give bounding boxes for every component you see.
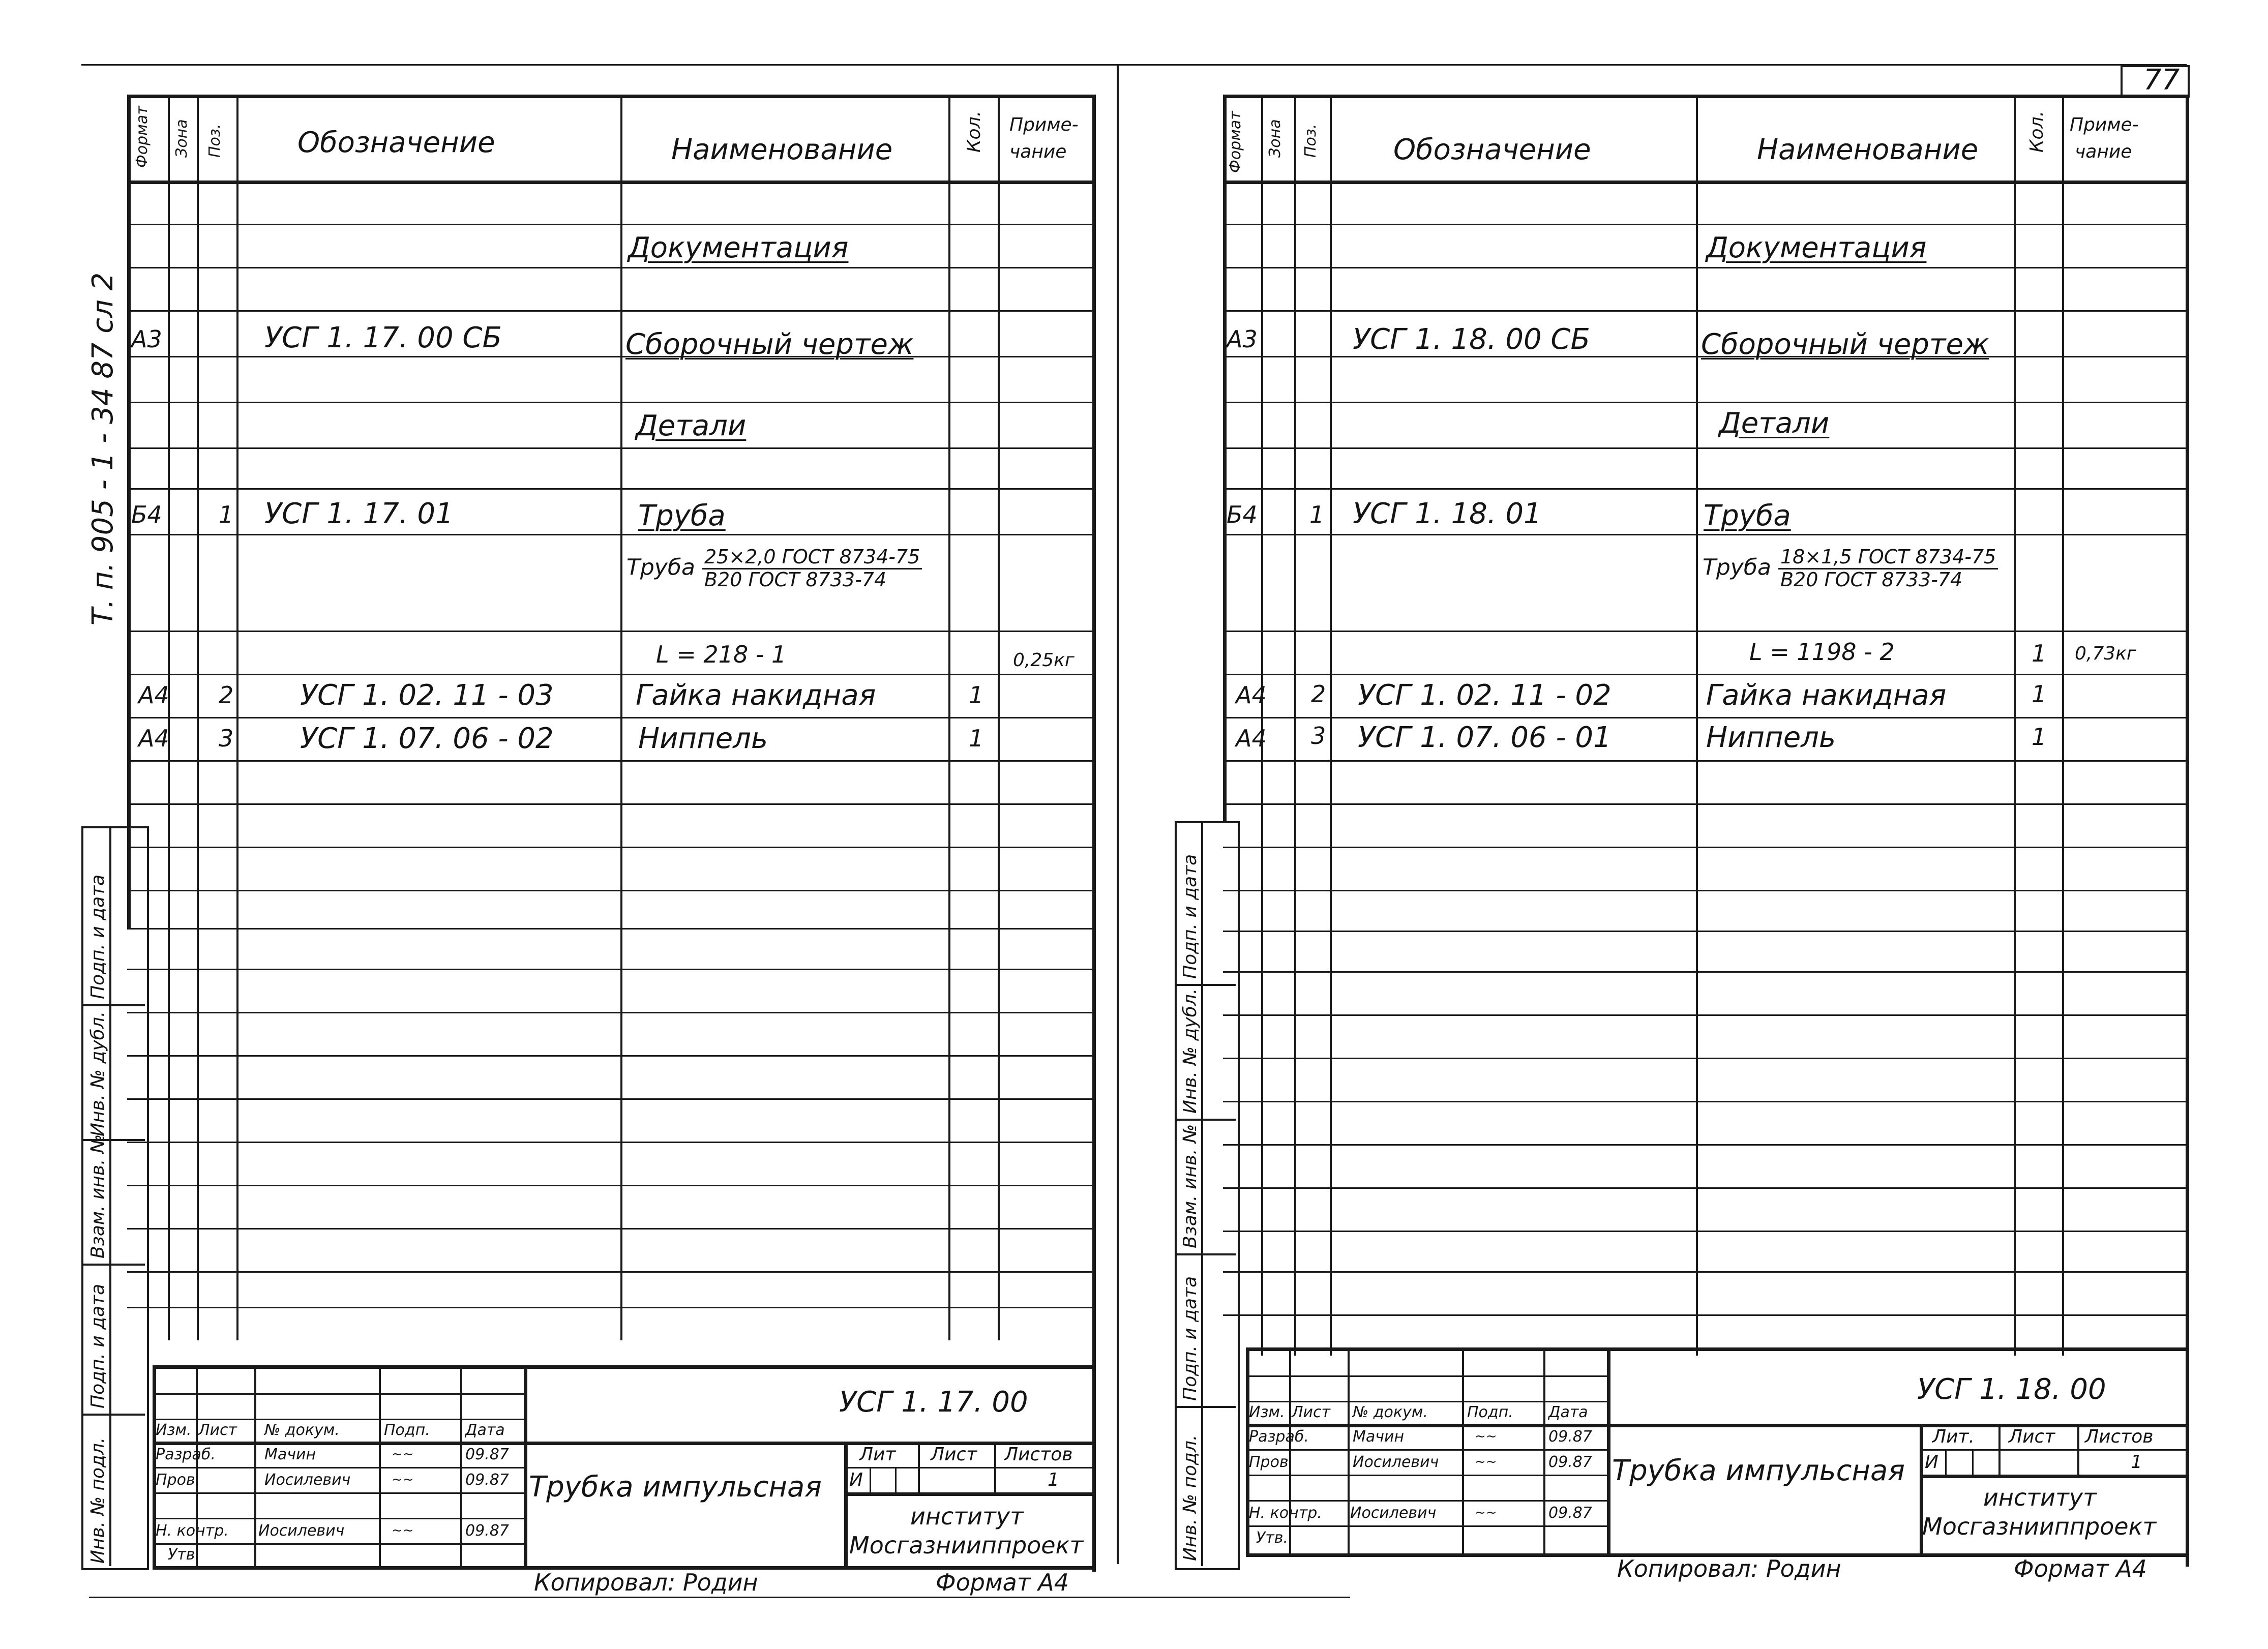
- tb-title: Трубка импульсная: [529, 1471, 822, 1504]
- left-header-format: Формат: [133, 106, 151, 168]
- tb-prov-name: Иосилевич: [1353, 1453, 1439, 1471]
- left-r1-mat-den: В20 ГОСТ 8733-74: [704, 568, 887, 591]
- tb-razrab-date: 09.87: [1548, 1428, 1592, 1446]
- tb-nkontr-date: 09.87: [465, 1522, 509, 1540]
- left-row-line: [127, 1185, 1093, 1186]
- right-stamp-line: [1175, 1119, 1236, 1121]
- tb-nkontr-signature: ~~: [1475, 1505, 1497, 1520]
- tb-grid: [153, 1442, 524, 1445]
- tb-listov-val: 1: [1048, 1470, 1059, 1490]
- tb-grid: [153, 1492, 524, 1494]
- left-r2-format: А4: [138, 681, 169, 709]
- right-stamp-4: Инв. № дубл.: [1180, 988, 1201, 1114]
- right-row-line: [1223, 1271, 2187, 1273]
- right-col-3: [1330, 95, 1332, 1356]
- right-r1-name: Труба: [1704, 499, 1791, 532]
- right-row-line: [1223, 971, 2187, 973]
- left-stamp-line: [81, 1264, 145, 1266]
- tb-h-izm: Изм.: [156, 1421, 192, 1439]
- right-header-designation: Обозначение: [1393, 133, 1591, 166]
- left-r1-format: Б4: [131, 501, 162, 528]
- left-stamp-1: Инв. № подл.: [87, 1437, 108, 1564]
- left-r1-material: [626, 547, 922, 591]
- right-row-line: [1223, 1058, 2187, 1059]
- left-r2-designation: УСГ 1. 02. 11 - 03: [300, 679, 554, 712]
- left-row-line: [127, 674, 1093, 675]
- top-edge-line: [81, 64, 2187, 66]
- left-row-line: [127, 447, 1093, 449]
- right-stamp-divider: [1201, 821, 1203, 1566]
- tb-grid: [153, 1393, 524, 1395]
- right-frame-left: [1223, 95, 1227, 822]
- tb-h-list: Лист: [1292, 1403, 1331, 1421]
- left-row-line: [127, 1228, 1093, 1230]
- tb-utv: Утв.: [1256, 1529, 1288, 1547]
- left-r1-designation: УСГ 1. 17. 01: [264, 497, 454, 530]
- tb-razrab-date: 09.87: [465, 1446, 509, 1463]
- right-col-4: [1696, 95, 1698, 1356]
- tb-doc-code: УСГ 1. 18. 00: [1917, 1373, 2106, 1406]
- right-r2-qty: 1: [2032, 680, 2047, 708]
- right-r3-designation: УСГ 1. 07. 06 - 01: [1358, 721, 1612, 754]
- bottom-edge-line: [89, 1597, 1350, 1598]
- tb-h-izm: Изм.: [1249, 1403, 1285, 1421]
- tb-list-h: Лист: [2009, 1426, 2055, 1447]
- left-r3-format: А4: [138, 725, 169, 752]
- tb-razrab: Разраб.: [1249, 1428, 1309, 1446]
- left-side-code: Т. п. 905 - 1 - 34 87 сл 2: [86, 272, 120, 625]
- left-header-note2: чание: [1009, 141, 1067, 162]
- right-r1-pos: 1: [1309, 501, 1325, 528]
- left-stamp-4: Инв. № дубл.: [87, 1011, 108, 1136]
- tb-list-h: Лист: [931, 1444, 977, 1465]
- left-row-line: [127, 1307, 1093, 1308]
- right-stamp-5: Подп. и дата: [1180, 854, 1201, 979]
- tb-split: [524, 1365, 527, 1566]
- right-r1-note: 0,73кг: [2075, 643, 2136, 664]
- left-row-line: [127, 760, 1093, 762]
- tb-grid: [1998, 1424, 2001, 1475]
- right-r2-pos: 2: [1311, 680, 1326, 708]
- left-row-line: [127, 402, 1093, 403]
- right-header-note2: чание: [2075, 141, 2132, 162]
- right-r2-designation: УСГ 1. 02. 11 - 02: [1358, 679, 1612, 712]
- left-row-line: [127, 717, 1093, 718]
- tb-grid: [1920, 1449, 2187, 1451]
- tb-h-ndoc: № докум.: [264, 1421, 340, 1439]
- tb-razrab-name: Мачин: [264, 1446, 316, 1463]
- right-row-line: [1223, 931, 2187, 932]
- left-stamp-divider: [109, 826, 111, 1566]
- right-header-bottom: [1223, 181, 2187, 184]
- right-col-6: [2062, 95, 2064, 1356]
- tb-top: [153, 1365, 1093, 1369]
- left-stamp-2: Подп. и дата: [87, 1283, 108, 1408]
- left-stamp-3: Взам. инв. №: [87, 1134, 108, 1258]
- right-row-line: [1223, 847, 2187, 848]
- left-row-line: [127, 488, 1093, 490]
- right-row-line: [1223, 402, 2187, 403]
- right-footer-format: Формат А4: [2014, 1555, 2147, 1582]
- tb-prov: Пров.: [156, 1471, 200, 1489]
- tb-split: [1607, 1347, 1610, 1553]
- tb-prov-date: 09.87: [465, 1471, 509, 1489]
- left-r1-mat-prefix: Труба: [626, 554, 695, 581]
- right-stamp-3: Взам. инв. №: [1180, 1124, 1201, 1248]
- tb-grid: [994, 1442, 996, 1492]
- left-row-line: [127, 310, 1093, 312]
- right-row-line: [1223, 631, 2187, 632]
- right-row-line: [1223, 674, 2187, 675]
- left-row-line: [127, 1142, 1093, 1143]
- tb-grid: [1246, 1401, 1607, 1402]
- tb-org-line1: институт: [910, 1503, 1024, 1530]
- right-row-line: [1223, 224, 2187, 225]
- tb-prov-signature: ~~: [392, 1472, 414, 1487]
- tb-nkontr-date: 09.87: [1548, 1504, 1592, 1522]
- tb-grid: [254, 1365, 256, 1566]
- left-r2-pos: 2: [219, 681, 234, 709]
- left-r3-designation: УСГ 1. 07. 06 - 02: [300, 722, 554, 755]
- right-row-line: [1223, 1231, 2187, 1232]
- right-stamp-line: [1175, 1406, 1236, 1408]
- tb-h-data: Дата: [1548, 1403, 1588, 1421]
- tb-org-line1: институт: [1983, 1484, 2097, 1511]
- left-row-line: [127, 847, 1093, 848]
- right-row-line: [1223, 1187, 2187, 1189]
- tb-nkontr: Н. контр.: [1249, 1504, 1322, 1522]
- right-header-qty: Кол.: [2026, 110, 2047, 153]
- right-header-pos: Поз.: [1302, 124, 1320, 158]
- left-r2-name: Гайка накидная: [636, 679, 876, 712]
- tb-grid: [153, 1467, 524, 1468]
- tb-prov-name: Иосилевич: [264, 1471, 351, 1489]
- tb-doc-code: УСГ 1. 17. 00: [839, 1386, 1028, 1419]
- right-row-line: [1223, 267, 2187, 268]
- left-row-line: [127, 890, 1093, 891]
- tb-h-list: Лист: [198, 1421, 237, 1439]
- tb-grid: [1246, 1500, 1607, 1502]
- right-row-line: [1223, 1101, 2187, 1102]
- right-r1-designation: УСГ 1. 18. 01: [1353, 497, 1542, 530]
- left-r1-mat-num: 25×2,0 ГОСТ 8734-75: [702, 547, 922, 569]
- right-r1-mat-num: 18×1,5 ГОСТ 8734-75: [1778, 547, 1998, 569]
- right-r2-name: Гайка накидная: [1706, 679, 1947, 712]
- tb-prov-signature: ~~: [1475, 1454, 1497, 1470]
- tb-razrab-name: Мачин: [1353, 1428, 1405, 1446]
- right-frame-right: [2186, 95, 2189, 1567]
- right-r3-format: А4: [1236, 725, 1267, 752]
- tb-grid: [1972, 1449, 1974, 1475]
- right-section-documentation: Документация: [1706, 231, 1927, 264]
- right-row-line: [1223, 488, 2187, 490]
- right-stamp-1: Инв. № подл.: [1180, 1434, 1201, 1561]
- right-stamp-line: [1175, 984, 1236, 986]
- tb-title-split: [844, 1442, 848, 1566]
- page-split-line: [1117, 64, 1119, 1564]
- right-r2-format: А4: [1236, 681, 1267, 709]
- tb-razrab: Разраб.: [156, 1446, 216, 1463]
- right-header-name: Наименование: [1757, 133, 1979, 166]
- left-footer-format: Формат А4: [936, 1569, 1069, 1596]
- right-r1-material: [1703, 547, 1998, 591]
- left-header-zone: Зона: [173, 119, 191, 158]
- tb-nkontr-name: Иосилевич: [258, 1522, 345, 1540]
- page-number: 77: [2143, 64, 2180, 97]
- left-header-pos: Поз.: [206, 124, 224, 158]
- left-header-designation: Обозначение: [297, 126, 495, 159]
- left-asm-name: Сборочный чертеж: [625, 328, 914, 361]
- tb-grid: [1246, 1375, 1607, 1377]
- left-footer-copied: Копировал: Родин: [534, 1569, 758, 1596]
- left-row-line: [127, 1012, 1093, 1013]
- right-row-line: [1223, 1144, 2187, 1146]
- tb-title: Трубка импульсная: [1612, 1454, 1905, 1487]
- right-r3-pos: 3: [1311, 722, 1326, 749]
- right-row-line: [1223, 310, 2187, 312]
- right-footer-copied: Копировал: Родин: [1617, 1555, 1841, 1582]
- left-header-qty: Кол.: [964, 110, 984, 153]
- right-r3-qty: 1: [2032, 723, 2047, 751]
- tb-grid: [153, 1543, 524, 1545]
- tb-grid: [1246, 1525, 1607, 1527]
- left-row-line: [127, 631, 1093, 632]
- right-section-details: Детали: [1719, 407, 1830, 440]
- tb-listov-h: Листов: [2085, 1426, 2154, 1447]
- left-frame-right: [1092, 95, 1096, 1572]
- tb-grid: [1945, 1449, 1947, 1475]
- tb-grid: [844, 1467, 1093, 1468]
- right-header-zone: Зона: [1266, 119, 1284, 158]
- tb-grid: [2077, 1424, 2079, 1475]
- tb-top: [1246, 1347, 2187, 1351]
- left-r2-qty: 1: [969, 681, 984, 709]
- tb-grid: [1246, 1424, 1607, 1427]
- right-row-line: [1223, 803, 2187, 805]
- right-r1-mat-den: В20 ГОСТ 8733-74: [1780, 568, 1963, 591]
- right-asm-format: А3: [1227, 325, 1258, 353]
- tb-grid: [918, 1442, 920, 1492]
- left-asm-format: А3: [131, 325, 162, 353]
- tb-grid: [870, 1467, 871, 1492]
- right-header-note1: Приме-: [2070, 114, 2139, 135]
- tb-h-ndoc: № докум.: [1353, 1403, 1428, 1421]
- tb-lit-h: Лит.: [1932, 1426, 1975, 1447]
- tb-nkontr-name: Иосилевич: [1350, 1504, 1437, 1522]
- tb-grid: [460, 1365, 462, 1566]
- tb-grid: [895, 1467, 897, 1492]
- left-row-line: [127, 1271, 1093, 1273]
- right-r1-format: Б4: [1227, 501, 1258, 528]
- left-stamp-line: [81, 1004, 145, 1006]
- tb-org-line2: Мосгазнииппроект: [849, 1532, 1084, 1559]
- tb-nkontr-signature: ~~: [392, 1523, 414, 1538]
- tb-lit-val: И: [1925, 1452, 1938, 1473]
- right-row-line: [1223, 1014, 2187, 1016]
- left-r1-note: 0,25кг: [1013, 650, 1075, 671]
- tb-prov: Пров.: [1249, 1453, 1294, 1471]
- left-row-line: [127, 803, 1093, 805]
- right-col-2: [1294, 95, 1296, 1356]
- tb-h-podp: Подп.: [384, 1421, 430, 1439]
- left-row-line: [127, 356, 1093, 357]
- left-row-line: [127, 224, 1093, 225]
- left-r3-qty: 1: [969, 725, 984, 752]
- right-row-line: [1223, 1314, 2187, 1316]
- tb-org-line2: Мосгазнииппроект: [1922, 1513, 2157, 1540]
- right-frame-top: [1223, 95, 2187, 98]
- tb-h-data: Дата: [465, 1421, 505, 1439]
- tb-h-podp: Подп.: [1467, 1403, 1513, 1421]
- right-row-line: [1223, 447, 2187, 449]
- tb-grid: [153, 1419, 524, 1420]
- left-r1-name: Труба: [638, 499, 726, 532]
- right-asm-designation: УСГ 1. 18. 00 СБ: [1353, 323, 1590, 356]
- tb-razrab-signature: ~~: [392, 1447, 414, 1462]
- left-asm-designation: УСГ 1. 17. 00 СБ: [264, 321, 502, 354]
- tb-grid: [1920, 1475, 2187, 1478]
- right-stamp-line: [1175, 1253, 1236, 1255]
- left-section-documentation: Документация: [628, 231, 849, 264]
- left-row-line: [127, 1098, 1093, 1100]
- left-section-details: Детали: [636, 409, 747, 442]
- tb-grid: [1246, 1449, 1607, 1451]
- left-r1-pos: 1: [219, 501, 234, 528]
- left-stamp-line: [81, 1414, 145, 1416]
- left-header-note1: Приме-: [1009, 114, 1079, 135]
- right-r3-name: Ниппель: [1706, 721, 1836, 754]
- right-r1-mat-prefix: Труба: [1703, 554, 1771, 581]
- right-row-line: [1223, 534, 2187, 535]
- tb-grid: [1246, 1475, 1607, 1476]
- tb-utv: Утв.: [168, 1546, 200, 1564]
- right-row-line: [1223, 717, 2187, 718]
- right-row-line: [1223, 890, 2187, 891]
- left-stamp-5: Подп. и дата: [87, 874, 108, 999]
- tb-grid: [379, 1365, 381, 1566]
- right-col-5: [2014, 95, 2016, 1356]
- right-asm-name: Сборочный чертеж: [1701, 328, 1989, 361]
- right-r1-length: L = 1198 - 2: [1749, 638, 1895, 666]
- left-row-line: [127, 534, 1093, 535]
- tb-grid: [844, 1492, 1093, 1496]
- left-row-line: [127, 928, 1093, 930]
- right-row-line: [1223, 760, 2187, 762]
- tb-lit-val: И: [849, 1470, 863, 1490]
- left-row-line: [127, 1055, 1093, 1057]
- right-header-format: Формат: [1227, 111, 1244, 173]
- tb-lit-h: Лит: [859, 1444, 896, 1465]
- right-stamp-2: Подп. и дата: [1180, 1276, 1201, 1401]
- right-r1-qty: 1: [2032, 640, 2047, 667]
- left-row-line: [127, 267, 1093, 268]
- left-row-line: [127, 969, 1093, 970]
- left-r1-length: L = 218 - 1: [656, 641, 787, 668]
- tb-listov-h: Листов: [1004, 1444, 1073, 1465]
- tb-nkontr: Н. контр.: [156, 1522, 229, 1540]
- left-r3-name: Ниппель: [638, 722, 768, 755]
- tb-grid: [153, 1518, 524, 1519]
- tb-listov-val: 1: [2131, 1452, 2142, 1473]
- tb-razrab-signature: ~~: [1475, 1429, 1497, 1444]
- left-r3-pos: 3: [219, 725, 234, 752]
- left-header-name: Наименование: [671, 133, 893, 166]
- tb-prov-date: 09.87: [1548, 1453, 1592, 1471]
